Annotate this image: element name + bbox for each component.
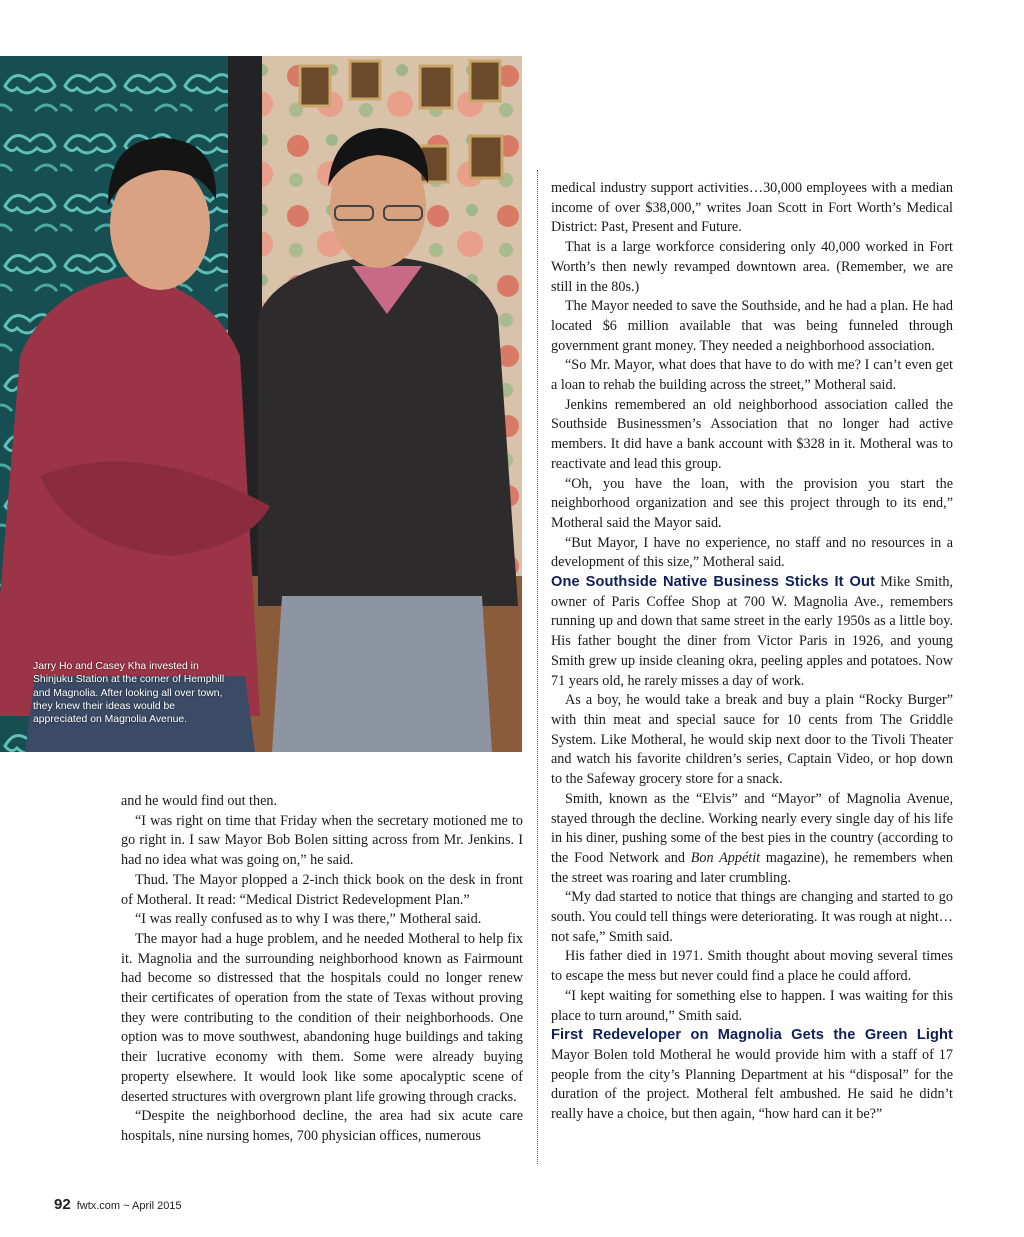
body-paragraph: “My dad started to notice that things are changing and started to go south. You could tell things were deteriorating. It was rough at night…not safe,” Smith said. <box>551 889 953 945</box>
footer-source: fwtx.com ~ April 2015 <box>76 1200 182 1212</box>
body-paragraph: That is a large workforce considering only 40,000 worked in Fort Worth’s then newly revamped downtown area. (Remember, we are still in the 80s.) <box>551 239 953 295</box>
section-heading: One Southside Native Business Sticks It Out <box>551 574 875 591</box>
section-lead-text: Mike Smith, owner of Paris Coffee Shop at 700 W. Magnolia Ave., remembers running up and down that same street in the early 1950s as a little boy. His father bought the diner from Victor Paris in 1926, and young Smith grew up inside cleaning okra, peeling apples and potatoes. Now 71 years old, he rarely misses a day of work. <box>551 574 954 689</box>
page-footer <box>54 1196 182 1213</box>
left-column <box>121 792 523 1147</box>
body-paragraph: The mayor had a huge problem, and he needed Motheral to help fix it. Magnolia and the surrounding neighborhood known as Fairmount had become so distressed that the hospitals could no longer renew their certificates of operation from the state of Texas without proving they were contributing to the condition of their neighborhoods. One option was to move southwest, abandoning huge buildings and taking their lucrative economy with them. Some were already buying property elsewhere. It would look like some apocalyptic scene of deserted structures with overgrown plant life growing through cracks. <box>121 930 523 1105</box>
body-paragraph: Jenkins remembered an old neighborhood association called the Southside Businessmen’s Association that no longer had active members. It did have a bank account with $328 in it. Motheral was to reactivate and lead this group. <box>551 396 953 472</box>
page-number: 92 <box>54 1196 71 1213</box>
body-paragraph: The Mayor needed to save the Southside, and he had a plan. He had located $6 million available that was being funneled through government grant money. They needed a neighborhood association. <box>551 298 953 354</box>
body-paragraph: medical industry support activities…30,000 employees with a median income of over $38,000,” writes Joan Scott in Fort Worth’s Medical District: Past, Present and Future. <box>551 180 953 236</box>
section-paragraph <box>551 573 953 691</box>
text-run: magazine), he remembers when the street was roaring and later crumbling. <box>551 849 953 886</box>
photo-illustration <box>0 56 522 752</box>
body-paragraph: “Despite the neighborhood decline, the area had six acute care hospitals, nine nursing homes, 700 physician offices, numerous <box>121 1108 523 1144</box>
body-paragraph: “I was really confused as to why I was there,” Motheral said. <box>135 911 482 928</box>
section-heading: First Redeveloper on Magnolia Gets the Green Light <box>551 1027 953 1044</box>
body-paragraph: “Oh, you have the loan, with the provision you start the neighborhood organization and see this project through to its end,” Motheral said the Mayor said. <box>551 475 953 531</box>
body-paragraph: “I kept waiting for something else to happen. I was waiting for this place to turn around,” Smith said. <box>551 987 953 1024</box>
text-run: Smith, known as the “Elvis” and “Mayor” of Magnolia Avenue, stayed through the decline. Working nearly every single day of his life in his diner, pushing some of the best pies in the country (according to the Food Network and <box>551 790 953 866</box>
right-column <box>551 179 953 1125</box>
body-paragraph: “I was right on time that Friday when the secretary motioned me to go right in. I saw Mayor Bob Bolen sitting across from Mr. Jenkins. I had no idea what was going on,” he said. <box>121 812 523 869</box>
body-paragraph <box>551 790 953 889</box>
body-paragraph: “So Mr. Mayor, what does that have to do with me? I can’t even get a loan to rehab the building across the street,” Motheral said. <box>551 357 953 394</box>
magazine-title: Bon Appétit <box>690 849 761 866</box>
photo-caption: Jarry Ho and Casey Kha invested in Shinjuku Station at the corner of Hemphill and Magnolia. After looking all over town, they knew their ideas would be appreciated on Magnolia Avenue. <box>33 661 225 726</box>
body-paragraph: and he would find out then. <box>121 793 278 809</box>
body-paragraph: Thud. The Mayor plopped a 2-inch thick book on the desk in front of Motheral. It read: “Medical District Redevelopment Plan.” <box>121 871 523 908</box>
article-photo <box>0 56 522 752</box>
column-divider <box>537 170 538 1164</box>
body-paragraph: As a boy, he would take a break and buy a plain “Rocky Burger” with thin meat and special sauce for 10 cents from The Griddle System. Like Motheral, he would skip next door to the Tivoli Theater and watch his favorite children’s series, Captain Video, or hop down to the Safeway grocery store for a snack. <box>551 692 953 788</box>
body-paragraph: “But Mayor, I have no experience, no staff and no resources in a development of this size,” Motheral said. <box>551 534 953 571</box>
section-lead-text: Mayor Bolen told Motheral he would provide him with a staff of 17 people from the city’s Planning Department at his “disposal” for the duration of the project. Motheral felt ambushed. He said he didn’t really have a choice, but then again, “how hard can it be?” <box>551 1046 953 1123</box>
section-paragraph <box>551 1026 953 1125</box>
body-paragraph: His father died in 1971. Smith thought about moving several times to escape the mess but never could find a place he could afford. <box>551 948 953 985</box>
